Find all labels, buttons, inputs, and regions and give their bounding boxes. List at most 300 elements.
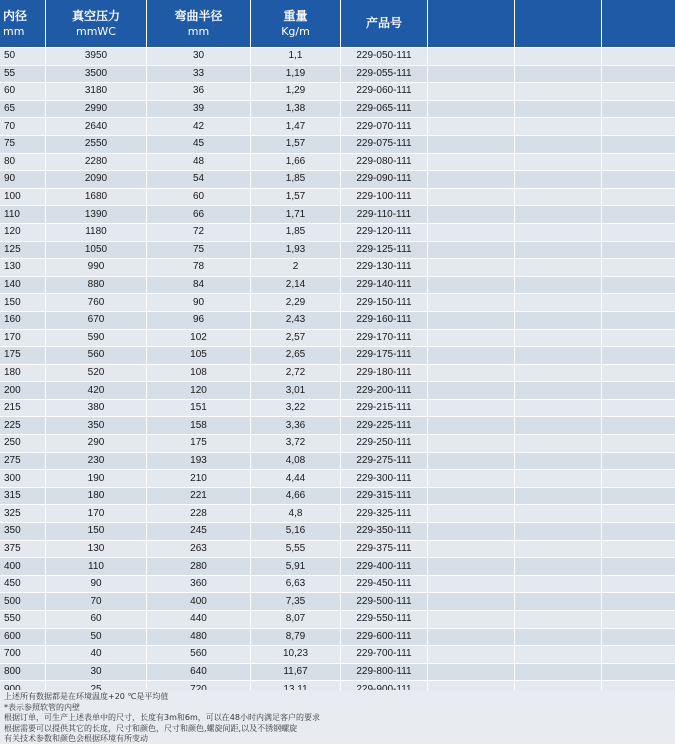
- cell-bend-radius: 48: [147, 154, 251, 172]
- header-empty-2: [515, 0, 602, 48]
- table-row: [0, 611, 675, 629]
- cell-empty: [428, 541, 515, 559]
- footnotes: [0, 690, 675, 744]
- table-row: [0, 382, 675, 400]
- cell-empty: [428, 347, 515, 365]
- cell-bend-radius: 560: [147, 646, 251, 664]
- cell-weight: 3,01: [251, 382, 341, 400]
- cell-product-number: 229-180-111: [341, 365, 428, 383]
- table-row: [0, 505, 675, 523]
- cell-empty: [602, 154, 675, 172]
- cell-vacuum-pressure: 990: [46, 259, 147, 277]
- cell-empty: [602, 505, 675, 523]
- cell-empty: [428, 470, 515, 488]
- cell-vacuum-pressure: 1390: [46, 206, 147, 224]
- cell-inner-diameter: 120: [0, 224, 46, 242]
- cell-product-number: 229-055-111: [341, 66, 428, 84]
- cell-vacuum-pressure: 2090: [46, 171, 147, 189]
- cell-bend-radius: 66: [147, 206, 251, 224]
- table-row: [0, 277, 675, 295]
- cell-inner-diameter: 600: [0, 629, 46, 647]
- cell-weight: 4,8: [251, 505, 341, 523]
- table-row: [0, 224, 675, 242]
- cell-product-number: 229-120-111: [341, 224, 428, 242]
- cell-empty: [428, 154, 515, 172]
- cell-empty: [602, 189, 675, 207]
- cell-empty: [515, 646, 602, 664]
- cell-empty: [428, 417, 515, 435]
- cell-weight: 2,65: [251, 347, 341, 365]
- cell-vacuum-pressure: 670: [46, 312, 147, 330]
- cell-bend-radius: 90: [147, 294, 251, 312]
- cell-product-number: 229-500-111: [341, 593, 428, 611]
- cell-inner-diameter: 200: [0, 382, 46, 400]
- cell-product-number: 229-150-111: [341, 294, 428, 312]
- cell-vacuum-pressure: 590: [46, 330, 147, 348]
- cell-inner-diameter: 100: [0, 189, 46, 207]
- table-row: [0, 576, 675, 594]
- cell-bend-radius: 75: [147, 242, 251, 260]
- cell-product-number: 229-800-111: [341, 664, 428, 682]
- table-row: [0, 136, 675, 154]
- cell-product-number: 229-325-111: [341, 505, 428, 523]
- cell-weight: 3,22: [251, 400, 341, 418]
- table-row: [0, 365, 675, 383]
- cell-weight: 7,35: [251, 593, 341, 611]
- cell-vacuum-pressure: 30: [46, 664, 147, 682]
- header-bend-radius: 弯曲半径 mm: [147, 0, 251, 48]
- table-row: [0, 453, 675, 471]
- cell-empty: [428, 224, 515, 242]
- table-row: [0, 83, 675, 101]
- cell-empty: [428, 593, 515, 611]
- table-row: [0, 664, 675, 682]
- cell-inner-diameter: 250: [0, 435, 46, 453]
- cell-product-number: 229-160-111: [341, 312, 428, 330]
- cell-product-number: 229-090-111: [341, 171, 428, 189]
- cell-empty: [602, 365, 675, 383]
- cell-vacuum-pressure: 420: [46, 382, 147, 400]
- cell-bend-radius: 36: [147, 83, 251, 101]
- cell-empty: [515, 541, 602, 559]
- cell-empty: [428, 330, 515, 348]
- cell-inner-diameter: 170: [0, 330, 46, 348]
- cell-empty: [515, 83, 602, 101]
- cell-product-number: 229-130-111: [341, 259, 428, 277]
- cell-vacuum-pressure: 180: [46, 488, 147, 506]
- cell-empty: [428, 259, 515, 277]
- cell-weight: 2: [251, 259, 341, 277]
- cell-vacuum-pressure: 520: [46, 365, 147, 383]
- cell-product-number: 229-070-111: [341, 118, 428, 136]
- cell-product-number: 229-060-111: [341, 83, 428, 101]
- table-row: [0, 523, 675, 541]
- cell-empty: [428, 382, 515, 400]
- cell-weight: 2,14: [251, 277, 341, 295]
- cell-weight: 8,79: [251, 629, 341, 647]
- cell-inner-diameter: 215: [0, 400, 46, 418]
- cell-inner-diameter: 130: [0, 259, 46, 277]
- table-row: [0, 48, 675, 66]
- cell-empty: [515, 312, 602, 330]
- cell-empty: [602, 171, 675, 189]
- table-row: [0, 593, 675, 611]
- cell-vacuum-pressure: 110: [46, 558, 147, 576]
- cell-empty: [515, 136, 602, 154]
- cell-bend-radius: 78: [147, 259, 251, 277]
- cell-product-number: 229-225-111: [341, 417, 428, 435]
- footnote-line: 根据需要可以提供其它的长度，尺寸和颜色，尺寸和颜色,螺旋间距,以及不锈钢螺旋: [4, 723, 298, 733]
- cell-empty: [515, 154, 602, 172]
- cell-weight: 4,66: [251, 488, 341, 506]
- cell-empty: [602, 611, 675, 629]
- cell-empty: [428, 277, 515, 295]
- cell-empty: [515, 206, 602, 224]
- cell-vacuum-pressure: 2280: [46, 154, 147, 172]
- cell-empty: [602, 48, 675, 66]
- cell-weight: 1,57: [251, 189, 341, 207]
- footnote-line: 根据订单，可生产上述表单中的尺寸，长度有3m和6m，可以在48小时内满足客户的要求: [4, 713, 320, 722]
- table-row: [0, 330, 675, 348]
- table-row: [0, 488, 675, 506]
- cell-empty: [515, 277, 602, 295]
- cell-empty: [515, 365, 602, 383]
- cell-empty: [515, 330, 602, 348]
- table-row: [0, 541, 675, 559]
- cell-inner-diameter: 325: [0, 505, 46, 523]
- header-row: [0, 0, 675, 48]
- cell-vacuum-pressure: 3500: [46, 66, 147, 84]
- cell-empty: [515, 417, 602, 435]
- cell-bend-radius: 400: [147, 593, 251, 611]
- cell-bend-radius: 84: [147, 277, 251, 295]
- cell-vacuum-pressure: 150: [46, 523, 147, 541]
- cell-weight: 2,29: [251, 294, 341, 312]
- cell-empty: [515, 593, 602, 611]
- cell-bend-radius: 105: [147, 347, 251, 365]
- cell-empty: [515, 189, 602, 207]
- cell-weight: 1,93: [251, 242, 341, 260]
- cell-empty: [428, 101, 515, 119]
- cell-bend-radius: 151: [147, 400, 251, 418]
- cell-empty: [428, 83, 515, 101]
- cell-product-number: 229-175-111: [341, 347, 428, 365]
- cell-empty: [602, 646, 675, 664]
- cell-empty: [602, 66, 675, 84]
- cell-inner-diameter: 75: [0, 136, 46, 154]
- cell-inner-diameter: 550: [0, 611, 46, 629]
- cell-product-number: 229-400-111: [341, 558, 428, 576]
- cell-empty: [515, 505, 602, 523]
- cell-bend-radius: 33: [147, 66, 251, 84]
- cell-bend-radius: 42: [147, 118, 251, 136]
- cell-product-number: 229-050-111: [341, 48, 428, 66]
- cell-bend-radius: 245: [147, 523, 251, 541]
- cell-product-number: 229-350-111: [341, 523, 428, 541]
- table-row: [0, 154, 675, 172]
- cell-vacuum-pressure: 170: [46, 505, 147, 523]
- cell-weight: 1,57: [251, 136, 341, 154]
- cell-bend-radius: 102: [147, 330, 251, 348]
- cell-empty: [515, 259, 602, 277]
- cell-product-number: 229-700-111: [341, 646, 428, 664]
- cell-product-number: 229-600-111: [341, 629, 428, 647]
- table-row: [0, 347, 675, 365]
- cell-inner-diameter: 225: [0, 417, 46, 435]
- cell-bend-radius: 54: [147, 171, 251, 189]
- footnote-line: 上述所有数据都是在环境温度+20 ℃是平均值: [4, 692, 169, 701]
- cell-empty: [602, 470, 675, 488]
- cell-inner-diameter: 110: [0, 206, 46, 224]
- header-vacuum-pressure: 真空压力 mmWC: [46, 0, 147, 48]
- cell-product-number: 229-300-111: [341, 470, 428, 488]
- cell-empty: [602, 312, 675, 330]
- cell-product-number: 229-170-111: [341, 330, 428, 348]
- cell-empty: [515, 171, 602, 189]
- cell-empty: [602, 294, 675, 312]
- cell-empty: [602, 435, 675, 453]
- cell-weight: 2,57: [251, 330, 341, 348]
- cell-empty: [602, 83, 675, 101]
- cell-weight: 3,36: [251, 417, 341, 435]
- cell-vacuum-pressure: 2550: [46, 136, 147, 154]
- cell-empty: [515, 224, 602, 242]
- cell-empty: [515, 664, 602, 682]
- cell-inner-diameter: 80: [0, 154, 46, 172]
- cell-empty: [602, 224, 675, 242]
- cell-vacuum-pressure: 760: [46, 294, 147, 312]
- cell-vacuum-pressure: 60: [46, 611, 147, 629]
- cell-empty: [602, 101, 675, 119]
- cell-empty: [428, 400, 515, 418]
- cell-vacuum-pressure: 230: [46, 453, 147, 471]
- cell-product-number: 229-375-111: [341, 541, 428, 559]
- cell-product-number: 229-315-111: [341, 488, 428, 506]
- cell-product-number: 229-275-111: [341, 453, 428, 471]
- cell-vacuum-pressure: 380: [46, 400, 147, 418]
- cell-weight: 8,07: [251, 611, 341, 629]
- cell-weight: 10,23: [251, 646, 341, 664]
- cell-weight: 11,67: [251, 664, 341, 682]
- cell-weight: 5,16: [251, 523, 341, 541]
- cell-vacuum-pressure: 90: [46, 576, 147, 594]
- table-row: [0, 435, 675, 453]
- cell-product-number: 229-550-111: [341, 611, 428, 629]
- cell-product-number: 229-200-111: [341, 382, 428, 400]
- cell-empty: [602, 629, 675, 647]
- table-row: [0, 101, 675, 119]
- cell-empty: [602, 558, 675, 576]
- cell-weight: 1,1: [251, 48, 341, 66]
- cell-vacuum-pressure: 130: [46, 541, 147, 559]
- cell-empty: [428, 365, 515, 383]
- cell-weight: 1,29: [251, 83, 341, 101]
- cell-inner-diameter: 70: [0, 118, 46, 136]
- cell-empty: [515, 453, 602, 471]
- cell-inner-diameter: 275: [0, 453, 46, 471]
- cell-empty: [515, 347, 602, 365]
- cell-inner-diameter: 90: [0, 171, 46, 189]
- cell-vacuum-pressure: 3950: [46, 48, 147, 66]
- header-product-number: 产品号: [341, 0, 428, 48]
- cell-inner-diameter: 60: [0, 83, 46, 101]
- cell-inner-diameter: 65: [0, 101, 46, 119]
- table-row: [0, 206, 675, 224]
- cell-empty: [515, 101, 602, 119]
- cell-vacuum-pressure: 2640: [46, 118, 147, 136]
- cell-empty: [428, 206, 515, 224]
- cell-product-number: 229-450-111: [341, 576, 428, 594]
- cell-bend-radius: 60: [147, 189, 251, 207]
- table-body: [0, 48, 675, 699]
- footnote-line: 有关技术参数和颜色会根据环境有所变动: [4, 734, 148, 743]
- cell-empty: [428, 629, 515, 647]
- cell-empty: [602, 576, 675, 594]
- cell-empty: [428, 48, 515, 66]
- cell-bend-radius: 360: [147, 576, 251, 594]
- cell-empty: [515, 66, 602, 84]
- cell-vacuum-pressure: 40: [46, 646, 147, 664]
- cell-empty: [602, 417, 675, 435]
- cell-product-number: 229-215-111: [341, 400, 428, 418]
- cell-empty: [428, 646, 515, 664]
- cell-bend-radius: 45: [147, 136, 251, 154]
- cell-empty: [602, 206, 675, 224]
- cell-product-number: 229-080-111: [341, 154, 428, 172]
- cell-inner-diameter: 500: [0, 593, 46, 611]
- cell-empty: [515, 118, 602, 136]
- cell-weight: 1,47: [251, 118, 341, 136]
- cell-empty: [602, 541, 675, 559]
- header-inner-diameter: 内径 mm: [0, 0, 46, 48]
- header-empty-1: [428, 0, 515, 48]
- cell-bend-radius: 72: [147, 224, 251, 242]
- cell-empty: [428, 558, 515, 576]
- cell-weight: 4,08: [251, 453, 341, 471]
- cell-weight: 1,38: [251, 101, 341, 119]
- cell-empty: [602, 136, 675, 154]
- cell-empty: [428, 136, 515, 154]
- cell-product-number: 229-125-111: [341, 242, 428, 260]
- cell-empty: [602, 488, 675, 506]
- cell-empty: [515, 435, 602, 453]
- table-row: [0, 629, 675, 647]
- cell-inner-diameter: 350: [0, 523, 46, 541]
- cell-weight: 2,72: [251, 365, 341, 383]
- cell-inner-diameter: 150: [0, 294, 46, 312]
- cell-empty: [602, 453, 675, 471]
- cell-weight: 1,66: [251, 154, 341, 172]
- cell-vacuum-pressure: 350: [46, 417, 147, 435]
- cell-empty: [515, 400, 602, 418]
- table-row: [0, 242, 675, 260]
- cell-bend-radius: 158: [147, 417, 251, 435]
- table-row: [0, 259, 675, 277]
- cell-weight: 1,85: [251, 171, 341, 189]
- cell-bend-radius: 108: [147, 365, 251, 383]
- cell-inner-diameter: 180: [0, 365, 46, 383]
- table-row: [0, 312, 675, 330]
- cell-empty: [428, 242, 515, 260]
- cell-inner-diameter: 375: [0, 541, 46, 559]
- cell-bend-radius: 228: [147, 505, 251, 523]
- cell-bend-radius: 210: [147, 470, 251, 488]
- cell-inner-diameter: 140: [0, 277, 46, 295]
- cell-weight: 3,72: [251, 435, 341, 453]
- cell-bend-radius: 440: [147, 611, 251, 629]
- cell-weight: 5,91: [251, 558, 341, 576]
- cell-empty: [428, 312, 515, 330]
- cell-vacuum-pressure: 3180: [46, 83, 147, 101]
- table-row: [0, 66, 675, 84]
- table-row: [0, 400, 675, 418]
- cell-bend-radius: 96: [147, 312, 251, 330]
- cell-bend-radius: 480: [147, 629, 251, 647]
- cell-weight: 6,63: [251, 576, 341, 594]
- cell-weight: 1,85: [251, 224, 341, 242]
- cell-empty: [515, 523, 602, 541]
- cell-empty: [515, 488, 602, 506]
- cell-inner-diameter: 55: [0, 66, 46, 84]
- cell-product-number: 229-140-111: [341, 277, 428, 295]
- cell-vacuum-pressure: 2990: [46, 101, 147, 119]
- cell-empty: [515, 611, 602, 629]
- cell-empty: [602, 330, 675, 348]
- cell-bend-radius: 280: [147, 558, 251, 576]
- cell-empty: [515, 242, 602, 260]
- cell-inner-diameter: 700: [0, 646, 46, 664]
- table-row: [0, 294, 675, 312]
- cell-empty: [515, 48, 602, 66]
- cell-product-number: 229-250-111: [341, 435, 428, 453]
- cell-inner-diameter: 800: [0, 664, 46, 682]
- cell-bend-radius: 221: [147, 488, 251, 506]
- cell-empty: [602, 523, 675, 541]
- cell-vacuum-pressure: 1180: [46, 224, 147, 242]
- cell-bend-radius: 640: [147, 664, 251, 682]
- cell-empty: [428, 435, 515, 453]
- cell-vacuum-pressure: 560: [46, 347, 147, 365]
- table-row: [0, 558, 675, 576]
- cell-empty: [602, 400, 675, 418]
- table-row: [0, 646, 675, 664]
- cell-vacuum-pressure: 880: [46, 277, 147, 295]
- cell-empty: [602, 259, 675, 277]
- cell-vacuum-pressure: 1050: [46, 242, 147, 260]
- cell-empty: [428, 576, 515, 594]
- cell-product-number: 229-110-111: [341, 206, 428, 224]
- cell-empty: [602, 593, 675, 611]
- table-row: [0, 171, 675, 189]
- cell-weight: 2,43: [251, 312, 341, 330]
- cell-inner-diameter: 315: [0, 488, 46, 506]
- cell-product-number: 229-075-111: [341, 136, 428, 154]
- cell-vacuum-pressure: 190: [46, 470, 147, 488]
- cell-empty: [428, 118, 515, 136]
- table-row: [0, 189, 675, 207]
- cell-empty: [602, 664, 675, 682]
- cell-bend-radius: 175: [147, 435, 251, 453]
- table-row: [0, 417, 675, 435]
- table-row: [0, 470, 675, 488]
- cell-empty: [428, 505, 515, 523]
- footnote-line: *表示参照软管的内壁: [4, 702, 80, 712]
- cell-weight: 4,44: [251, 470, 341, 488]
- cell-empty: [428, 294, 515, 312]
- cell-vacuum-pressure: 70: [46, 593, 147, 611]
- header-weight: 重量 Kg/m: [251, 0, 341, 48]
- cell-bend-radius: 39: [147, 101, 251, 119]
